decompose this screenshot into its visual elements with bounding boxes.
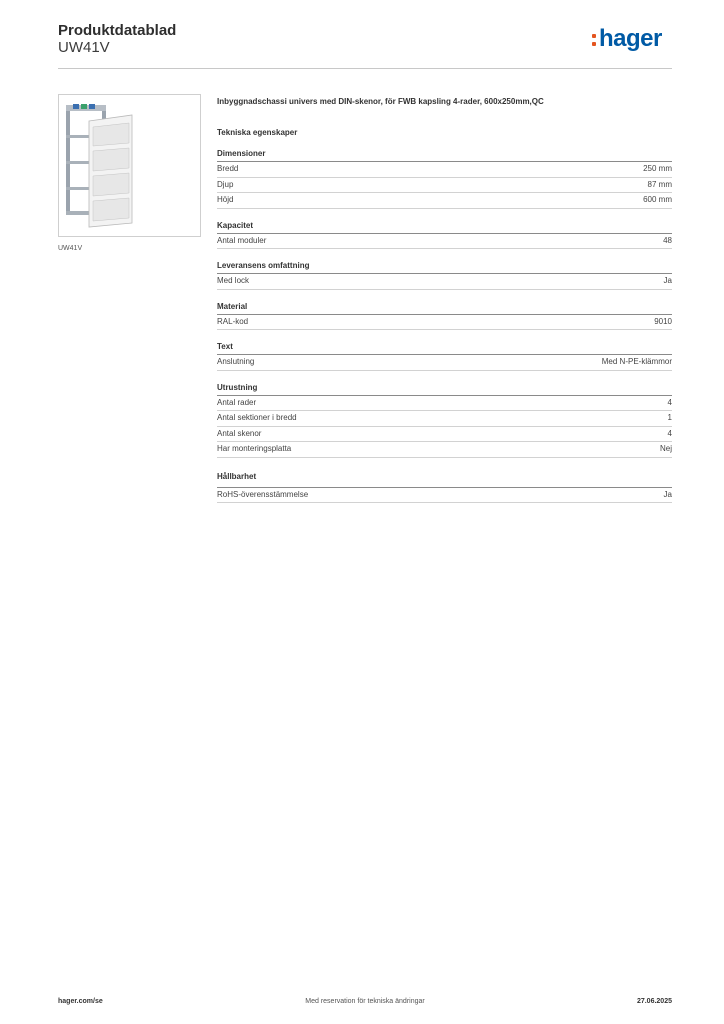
spec-label: Höjd bbox=[217, 195, 234, 204]
spec-value: 1 bbox=[667, 413, 672, 422]
spec-label: Antal rader bbox=[217, 397, 257, 407]
spec-row bbox=[217, 274, 672, 290]
spec-section bbox=[217, 472, 672, 504]
spec-label: Anslutning bbox=[217, 357, 255, 366]
product-description: Inbyggnadschassi univers med DIN-skenor, för FWB kapsling 4-rader, 600x250mm,QC bbox=[217, 97, 544, 106]
spec-row bbox=[217, 178, 672, 194]
spec-row bbox=[217, 234, 672, 250]
image-caption: UW41V bbox=[58, 245, 83, 252]
footer-date: 27.06.2025 bbox=[636, 998, 672, 1005]
spec-label: RoHS-överensstämmelse bbox=[217, 489, 309, 499]
footer-disclaimer: Med reservation för tekniska ändringar bbox=[305, 998, 425, 1005]
section-heading: Kapacitet bbox=[217, 221, 672, 234]
section-heading: Utrustning bbox=[217, 383, 672, 396]
spec-content bbox=[217, 97, 672, 503]
spec-section bbox=[217, 302, 672, 331]
spec-row bbox=[217, 193, 672, 209]
section-heading: Dimensioner bbox=[217, 149, 672, 162]
spec-section bbox=[217, 342, 672, 371]
spec-label: Antal moduler bbox=[217, 235, 267, 245]
product-image bbox=[58, 94, 201, 237]
spec-row bbox=[217, 315, 672, 331]
page-title: Produktdatablad bbox=[58, 22, 177, 39]
section-heading: Leveransens omfattning bbox=[217, 261, 672, 274]
spec-section bbox=[217, 261, 672, 290]
spec-label: Antal skenor bbox=[217, 428, 262, 438]
footer-website-link[interactable]: hager.com/se bbox=[58, 998, 103, 1005]
spec-value: 250 mm bbox=[643, 164, 672, 173]
spec-section bbox=[217, 221, 672, 250]
section-heading: Text bbox=[217, 342, 672, 355]
section-heading: Material bbox=[217, 302, 672, 315]
spec-value: 4 bbox=[667, 397, 672, 407]
chassis-illustration bbox=[59, 95, 200, 236]
spec-row bbox=[217, 355, 672, 371]
header-divider bbox=[58, 68, 672, 69]
spec-row bbox=[217, 488, 672, 504]
spec-label: Har monteringsplatta bbox=[217, 444, 292, 453]
tech-properties-heading: Tekniska egenskaper bbox=[217, 128, 298, 137]
spec-row bbox=[217, 396, 672, 412]
spec-value: Med N-PE-klämmor bbox=[601, 357, 672, 366]
spec-value: 600 mm bbox=[643, 195, 672, 204]
spec-label: Med lock bbox=[217, 276, 250, 285]
spec-value: Ja bbox=[663, 489, 672, 499]
section-heading: Hållbarhet bbox=[217, 472, 672, 488]
spec-row bbox=[217, 162, 672, 178]
spec-label: Djup bbox=[217, 179, 234, 189]
spec-row bbox=[217, 442, 672, 458]
spec-value: 48 bbox=[663, 235, 672, 245]
hager-logo bbox=[592, 27, 672, 57]
spec-section bbox=[217, 383, 672, 458]
spec-value: 87 mm bbox=[647, 179, 672, 189]
spec-value: Ja bbox=[663, 276, 672, 285]
logo-text: hager bbox=[599, 25, 662, 52]
spec-label: RAL-kod bbox=[217, 316, 249, 326]
spec-label: Bredd bbox=[217, 164, 239, 173]
spec-row bbox=[217, 427, 672, 443]
spec-section bbox=[217, 149, 672, 209]
product-code: UW41V bbox=[58, 39, 110, 56]
spec-value: 4 bbox=[667, 428, 672, 438]
spec-row bbox=[217, 411, 672, 427]
spec-value: 9010 bbox=[654, 316, 672, 326]
spec-label: Antal sektioner i bredd bbox=[217, 413, 297, 422]
spec-value: Nej bbox=[659, 444, 672, 453]
logo-dots-icon bbox=[592, 34, 597, 47]
